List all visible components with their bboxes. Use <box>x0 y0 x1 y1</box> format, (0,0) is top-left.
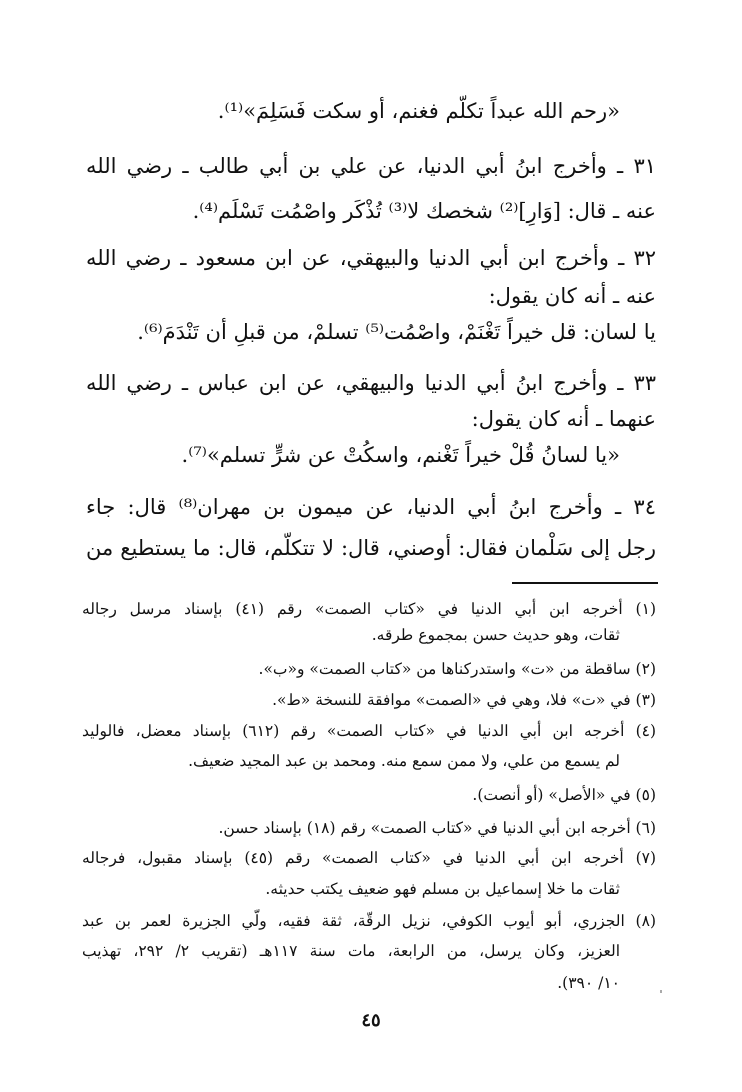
footnote-continuation: ١٠/ ٣٩٠). <box>557 974 620 992</box>
body-line: «رحم الله عبداً تكلّم فغنم، أو سكت فَسَلِمَ»⁽¹⁾. <box>217 99 620 123</box>
body-line: ٣٢ ـ وأخرج ابن أبي الدنيا والبيهقي، عن ابن مسعود ـ رضي الله <box>86 246 656 270</box>
footnote: (٥) في «الأصل» (أو أنصت). <box>472 786 656 804</box>
page-number: ٤٥ <box>361 1010 381 1031</box>
footnote: (٧) أخرجه ابن أبي الدنيا في «كتاب الصمت» رقم (٤٥) بإسناد مقبول، فرجاله <box>82 849 657 867</box>
footnote-continuation: ثقات، وهو حديث حسن بمجموع طرقه. <box>371 626 620 644</box>
footnote: (٤) أخرجه ابن أبي الدنيا في «كتاب الصمت» رقم (٦١٢) بإسناد معضل، فالوليد <box>82 722 657 740</box>
footnote-continuation: ثقات ما خلا إسماعيل بن مسلم فهو ضعيف يكتب حديثه. <box>265 880 620 898</box>
footnote-divider <box>512 582 658 584</box>
footnote-continuation: لم يسمع من علي، ولا ممن سمع منه. ومحمد بن عبد المجيد ضعيف. <box>188 752 620 770</box>
body-line: ٣٤ ـ وأخرج ابنُ أبي الدنيا، عن ميمون بن مهران⁽⁸⁾ قال: جاء <box>86 495 656 519</box>
body-line: ٣١ ـ وأخرج ابنُ أبي الدنيا، عن علي بن أبي طالب ـ رضي الله <box>86 154 656 178</box>
body-line: «يا لسانُ قُلْ خيراً تَغْنم، واسكُتْ عن شرٍّ تسلم»⁽⁷⁾. <box>181 443 620 467</box>
footnote: (٢) ساقطة من «ت» واستدركناها من «كتاب الصمت» و«ب». <box>258 660 656 678</box>
body-line: عنه ـ قال: [وَارِ]⁽²⁾ شخصك لا⁽³⁾ تُذْكَر واصْمُت تَسْلَم⁽⁴⁾. <box>192 199 656 223</box>
body-line: عنهما ـ أنه كان يقول: <box>471 407 656 431</box>
body-line: رجل إلى سَلْمان فقال: أوصني، قال: لا تتكلّم، قال: ما يستطيع من <box>86 536 656 560</box>
footnote: (٣) في «ت» فلا، وهي في «الصمت» موافقة للنسخة «ط». <box>272 691 656 709</box>
body-line: ٣٣ ـ وأخرج ابنُ أبي الدنيا والبيهقي، عن ابن عباس ـ رضي الله <box>86 371 656 395</box>
body-line: يا لسان: قل خيراً تَغْنَمْ، واصْمُت⁽⁵⁾ تسلمْ، من قبلِ أن تَنْدَمَ⁽⁶⁾. <box>137 320 656 344</box>
scan-speck <box>660 990 662 993</box>
body-line: عنه ـ أنه كان يقول: <box>488 284 656 308</box>
footnote: (٦) أخرجه ابن أبي الدنيا في «كتاب الصمت» رقم (١٨) بإسناد حسن. <box>218 819 656 837</box>
footnote: (٨) الجزري، أبو أيوب الكوفي، نزيل الرقّة، ثقة فقيه، ولّي الجزيرة لعمر بن عبد <box>82 912 656 930</box>
footnote: (١) أخرجه ابن أبي الدنيا في «كتاب الصمت» رقم (٤١) بإسناد مرسل رجاله <box>82 600 656 618</box>
footnote-continuation: العزيز، وكان يرسل، من الرابعة، مات سنة ١١٧هـ (تقريب ٢/ ٢٩٢، تهذيب <box>82 942 620 960</box>
